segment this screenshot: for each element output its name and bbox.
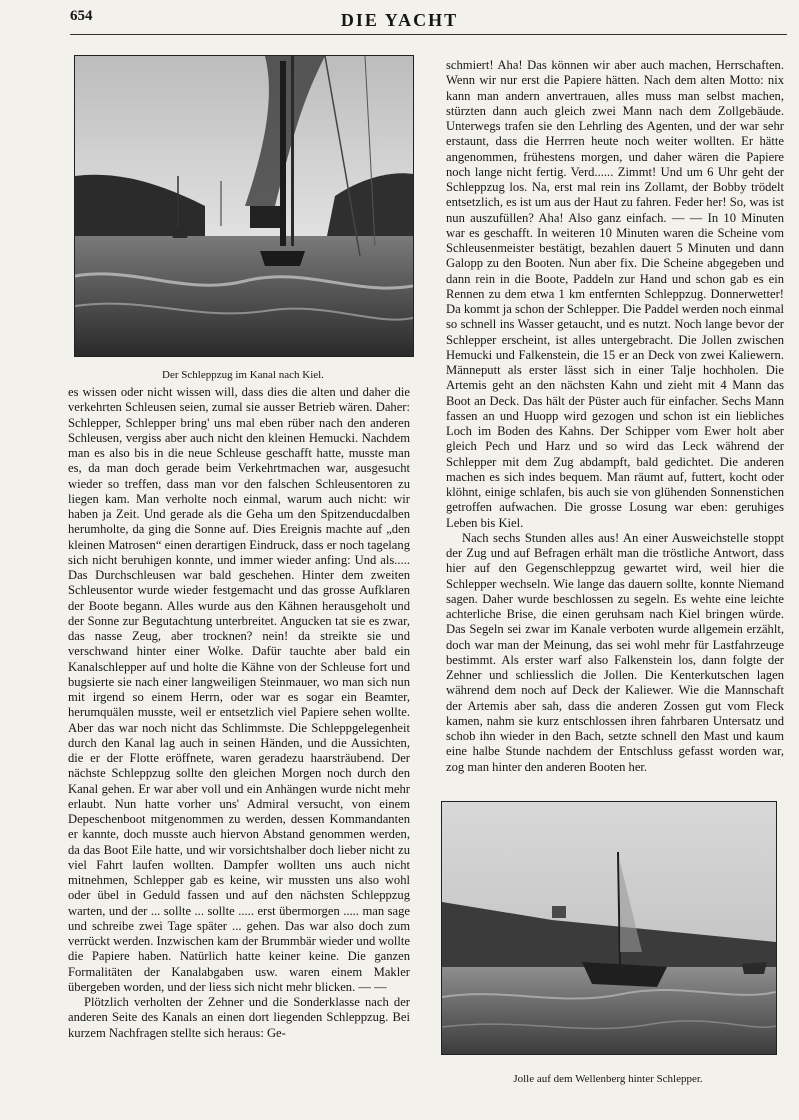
journal-title: DIE YACHT [340,10,459,30]
left-paragraph-1: es wissen oder nicht wissen will, dass dies die alten und daher die verkehrten Schleusen seien, zumal sie ausser Betrieb wären. Daher: Schlepper, Schlepper bring' uns mal eben rüber nach den anderen Schleusen, vergiss aber auch nicht den kleinen Hemucki. Nachdem man es also bis in die neue Schleuse geschafft hatte, musste man es, da man doch gerade beim Verkehrtmachen war, ausgesucht wieder so treffen, dass man vor den falschen Schleusentoren zu liegen kam. Man verholte noch einmal, warum auch nicht: wir haben ja Zeit. Und gerade als die Geha um den Spitzenducdalben herumholte, da ging die Sonne auf. Dies Ereignis machte auf „den kleinen Matrosen“ einen derartigen Eindruck, dass er noch tagelang sich nicht beruhigen konnte, und immer wieder anfing: Und als..... Das Durchschleusen war bald geschehen. Hinter dem zweiten Schleusentor wurde wieder festgemacht und das grosse Aufklaren der Boote begann. Alles wurde aus den Kähnen herausgeholt und der Sonne zur Begutachtung unterbreitet. Angucken tat sie es zwar, das nasse Zeug, aber trocknen? nein! da streikte sie und verschwand hinter einer Wolke. Dafür tauchte aber bald ein Kanalschlepper auf und holte die Kähne von der Schleuse fort und bugsierte sie nach einer langweiligen Steinmauer, wo man sich nun mit irgend so einem Herrn, oder war es sogar ein Beamter, herumquälen musste, weil er entsetzlich viel Papiere sehen wollte. Aber das war noch nicht das Schlimmste. Die Schleppgelegenheit durch den Kanal lag auch in seinen Händen, und die Aussichten, die er der Flotte eröffnete, waren geradezu haarsträubend. Der nächste Schleppzug sollte den gleichen Morgen noch durch den Kanal gehen. Er war aber voll und ein Anhängen wurde nicht mehr erlaubt. Nun hatte vorher uns' Admiral versucht, von einem Depeschenboot mitgenommen zu werden, dessen Kommandanten er kannte, doch musste auch hiervon Abstand genommen werden, da das Boot Eile hatte, und wir vorsichtshalber doch lieber nicht zu viel Fahrt laufen wollten. Dampfer wollten uns auch nicht mitnehmen, Schlepper gab es keine, wir mussten uns also wohl oder übel in Geduld fassen und auf den nächsten Schleppzug warten, und der ... sollte ... sollte ..... erst übermorgen ..... man sage und schreibe zwei Tage später ... gehen. Das war also doch zum verrückt werden. Inzwischen kam der Brummbär wieder und wollte die Papiere haben. Natürlich hatte keiner keine. Die ganzen Formalitäten der Kanalabgaben usw. waren einem Makler übergeben worden, und der liess sich nicht mehr blicken. — — [68,385,410,994]
right-paragraph-2: Nach sechs Stunden alles aus! An einer Ausweichstelle stoppt der Zug und auf Befragen erhält man die tröstliche Antwort, dass hier auf den Gegenschleppzug gewartet wird, weil hier die Schlepper wechseln. Wie lange das dauern sollte, konnte Niemand sagen. Daher wurde beschlossen zu segeln. Es wehte eine leichte achterliche Brise, die einen geruhsam nach Kiel bringen würde. Das Segeln sei zwar im Kanale verboten wurde allgemein erzählt, doch war man der Meinung, das sei wohl mehr für Lastfahrzeuge bestimmt. Als erster warf also Falkenstein los, dann folgte der Zehner und schliesslich die Jollen. Die Kenterkutschen lagen während dem noch auf Deck der Kaliewer. Wie die Mannschaft der Artemis aber sah, dass die anderen Zossen gut vom Fleck kamen, nahm sie kurz entschlossen ihren fahrbaren Untersatz und schob ihn wieder in den Bach, setzte schnell den Mast und kaum eine halbe Stunde nachdem der Entschluss gefasst worden war, zog man hinter den anderen Booten her. [446,530,784,774]
page-number: 654 [70,8,93,24]
photo-tow-convoy-image [75,56,413,356]
photo-dinghy-on-wave [441,801,777,1055]
left-paragraph-2: Plötzlich verholten der Zehner und die Sonderklasse nach der anderen Seite des Kanals an einen dort liegenden Schleppzug. Bei kurzem Nachfragen stellte sich heraus: Ge- [68,995,410,1040]
header-rule [70,34,787,35]
left-column [68,385,410,1041]
right-column [446,58,784,775]
photo-tow-convoy-caption: Der Schleppzug im Kanal nach Kiel. [162,369,324,381]
photo-dinghy-on-wave-caption: Jolle auf dem Wellenberg hinter Schlepper. [513,1073,703,1085]
photo-tow-convoy [74,55,414,357]
right-paragraph-1: schmiert! Aha! Das können wir aber auch machen, Herrschaften. Wenn wir nur erst die Papiere hätten. Nach dem alten Motto: nix kann man andern anvertrauen, alles muss man selbst machen, stürzten dann auch gleich zwei Mann nach dem Zollgebäude. Unterwegs trafen sie den Lehrling des Agenten, und der war sehr erstaunt, dass die Herrren heute noch weiter wollten. Er hätte angenommen, frühestens morgen, und daher wären die Papiere noch lange nicht fertig. Verd...... Zimmt! Und um 6 Uhr geht der Schleppzug los. Na, erst mal rein ins Zollamt, der Bobby trödelt entsetzlich, es ist um aus der Haut zu fahren. Feder her! So, was ist nun auszufüllen? Aha! Also ganz einfach. — — In 10 Minuten war es geschafft. In weiteren 10 Minuten waren die Scheine vom Schleusenmeister bestätigt, bezahlen dauert 5 Minuten und dann Galopp zu den Booten. Nun aber fix. Die Scheine abgegeben und dann rein in die Boote, Paddeln zur Hand und schon gab es ein Rennen zu dem etwa 1 km entfernten Schleppzug. Donnerwetter! Da kommt ja schon der Schlepper. Die Paddel werden noch einmal so schnell ins Wasser getaucht, und es nutzt. Noch lange bevor der Schlepper erscheint, ist alles untergebracht. Die Jollen zwischen Hemucki und Falkenstein, die 15 er an Deck von zwei Kaliewern. Männeputt als erster lässt sich in einer Talje hochholen. Die Artemis geht an den nächsten Kahn und zieht mit 4 Mann das Boot an Deck. Das hält der Püster auch für einfacher. Sechs Mann fassen an und Huopp wird gezogen und schon ist ein liebliches Loch im Boden des Kahns. Der Schipper vom Ewer holt aber gleich Pech und Harz und so wird das Leck während der Schlepper mit dem Zug abdampft, bald gedichtet. Die anderen machen es sich indes bequem. Man räumt auf, futtert, kocht oder klöhnt, einige schlafen, bis auch sie von glühenden Sonnenstichen getroffen aufwachen. Die grosse Losung war eben: geruhiges Leben bis Kiel. [446,58,784,530]
photo-dinghy-on-wave-image [442,802,776,1054]
